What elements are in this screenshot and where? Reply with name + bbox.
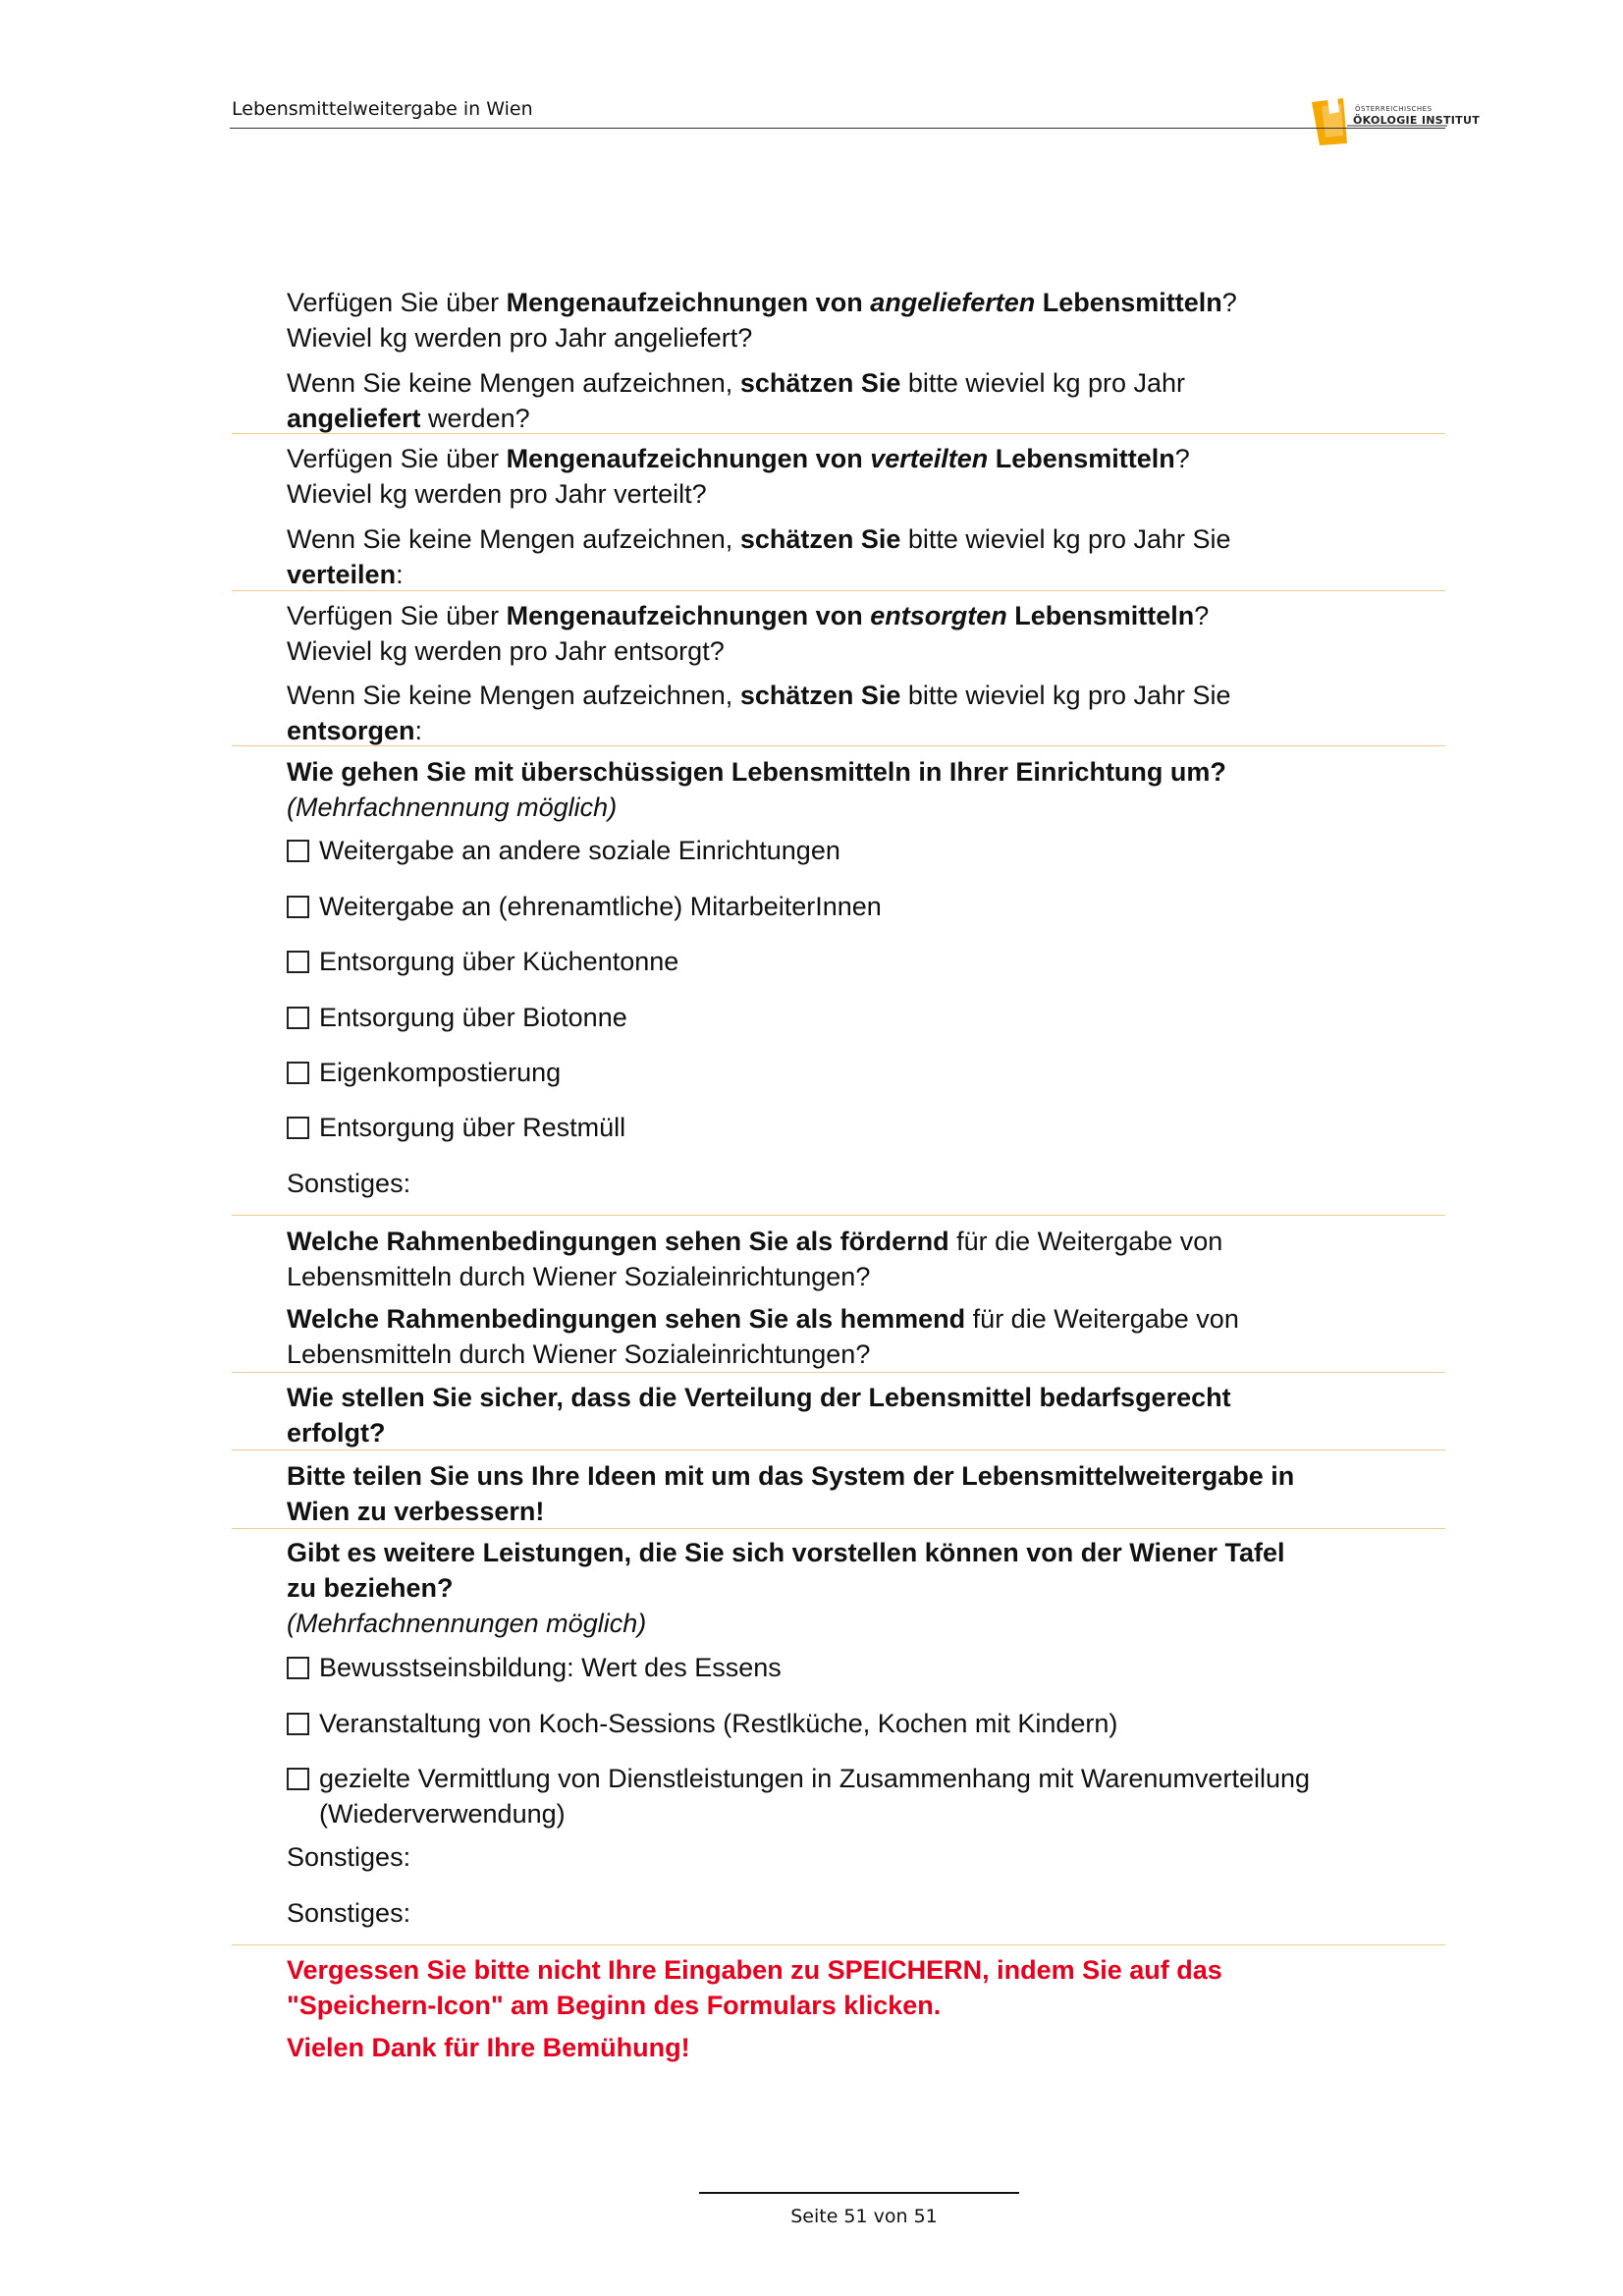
q3-line3: Wenn Sie keine Mengen aufzeichnen, schätzen Sie bitte wieviel kg pro Jahr Sie bbox=[287, 681, 1231, 710]
q3-line1: Verfügen Sie über Mengenaufzeichnungen von entsorgten Lebensmitteln? bbox=[287, 601, 1210, 630]
checkbox[interactable] bbox=[287, 1768, 309, 1790]
checkbox[interactable] bbox=[287, 1657, 309, 1679]
checkbox[interactable] bbox=[287, 1062, 309, 1084]
separator bbox=[232, 590, 1445, 591]
q2-line1: Verfügen Sie über Mengenaufzeichnungen von verteilten Lebensmitteln? bbox=[287, 444, 1190, 473]
q8-note: (Mehrfachnennungen möglich) bbox=[287, 1609, 647, 1638]
q8-other-label-2: Sonstiges: bbox=[287, 1898, 411, 1928]
q8-other-label-1: Sonstiges: bbox=[287, 1842, 411, 1872]
page-number: Seite 51 von 51 bbox=[790, 2206, 938, 2227]
checkbox[interactable] bbox=[287, 1713, 309, 1735]
q1-line3: Wenn Sie keine Mengen aufzeichnen, schätzen Sie bitte wieviel kg pro Jahr bbox=[287, 368, 1186, 398]
separator bbox=[232, 1528, 1445, 1529]
q4-option[interactable]: Weitergabe an andere soziale Einrichtungen bbox=[287, 833, 840, 868]
q2-line2: Wieviel kg werden pro Jahr verteilt? bbox=[287, 479, 707, 509]
q4-option[interactable]: Entsorgung über Küchentonne bbox=[287, 944, 678, 979]
q5-line4: Lebensmitteln durch Wiener Sozialeinrichtungen? bbox=[287, 1339, 871, 1369]
logo-subtitle: ÖSTERREICHISCHES bbox=[1355, 105, 1433, 113]
q8-line1: Gibt es weitere Leistungen, die Sie sich vorstellen können von der Wiener Tafel bbox=[287, 1538, 1285, 1567]
q4-title: Wie gehen Sie mit überschüssigen Lebensmitteln in Ihrer Einrichtung um? bbox=[287, 757, 1226, 787]
q4-note: (Mehrfachnennung möglich) bbox=[287, 793, 618, 822]
document-header-title: Lebensmittelweitergabe in Wien bbox=[232, 98, 533, 120]
q4-option[interactable]: Weitergabe an (ehrenamtliche) MitarbeiterInnen bbox=[287, 889, 882, 924]
checkbox[interactable] bbox=[287, 1117, 309, 1139]
q8-option[interactable]: Veranstaltung von Koch-Sessions (Restlküche, Kochen mit Kindern) bbox=[287, 1706, 1117, 1741]
q6-line1: Wie stellen Sie sicher, dass die Verteilung der Lebensmittel bedarfsgerecht bbox=[287, 1383, 1231, 1412]
q4-option[interactable]: Entsorgung über Biotonne bbox=[287, 1000, 627, 1035]
separator bbox=[232, 1944, 1445, 1945]
q8-line2: zu beziehen? bbox=[287, 1573, 454, 1603]
checkbox[interactable] bbox=[287, 1007, 309, 1029]
separator bbox=[232, 1215, 1445, 1216]
thanks-text: Vielen Dank für Ihre Bemühung! bbox=[287, 2033, 690, 2062]
q2-line3: Wenn Sie keine Mengen aufzeichnen, schätzen Sie bitte wieviel kg pro Jahr Sie bbox=[287, 524, 1231, 554]
checkbox[interactable] bbox=[287, 840, 309, 862]
footer-rule bbox=[699, 2192, 1019, 2194]
q4-other-label: Sonstiges: bbox=[287, 1169, 411, 1198]
q3-line2: Wieviel kg werden pro Jahr entsorgt? bbox=[287, 636, 725, 666]
q7-line1: Bitte teilen Sie uns Ihre Ideen mit um das System der Lebensmittelweitergabe in bbox=[287, 1461, 1295, 1491]
checkbox[interactable] bbox=[287, 896, 309, 918]
q3-line4: entsorgen: bbox=[287, 716, 423, 745]
checkbox[interactable] bbox=[287, 951, 309, 973]
q8-option-continuation: (Wiederverwendung) bbox=[319, 1799, 566, 1829]
q1-line2: Wieviel kg werden pro Jahr angeliefert? bbox=[287, 323, 753, 353]
logo-name: ÖKOLOGIE INSTITUT bbox=[1353, 114, 1481, 127]
q8-option[interactable]: Bewusstseinsbildung: Wert des Essens bbox=[287, 1650, 782, 1685]
save-reminder-line1: Vergessen Sie bitte nicht Ihre Eingaben zu SPEICHERN, indem Sie auf das bbox=[287, 1955, 1222, 1985]
q4-option[interactable]: Eigenkompostierung bbox=[287, 1055, 561, 1090]
q5-line3: Welche Rahmenbedingungen sehen Sie als hemmend für die Weitergabe von bbox=[287, 1304, 1239, 1334]
q2-line4: verteilen: bbox=[287, 560, 404, 589]
q1-line4: angeliefert werden? bbox=[287, 404, 530, 433]
q7-line2: Wien zu verbessern! bbox=[287, 1497, 545, 1526]
q4-option[interactable]: Entsorgung über Restmüll bbox=[287, 1110, 625, 1145]
q6-line2: erfolgt? bbox=[287, 1418, 386, 1448]
q5-line2: Lebensmitteln durch Wiener Sozialeinrichtungen? bbox=[287, 1262, 871, 1291]
save-reminder-line2: "Speichern-Icon" am Beginn des Formulars klicken. bbox=[287, 1991, 942, 2020]
q1-line1: Verfügen Sie über Mengenaufzeichnungen von angelieferten Lebensmitteln? bbox=[287, 288, 1237, 317]
separator bbox=[232, 1449, 1445, 1450]
header-rule bbox=[230, 128, 1445, 129]
q8-option[interactable]: gezielte Vermittlung von Dienstleistungen in Zusammenhang mit Warenumverteilung bbox=[287, 1761, 1310, 1796]
separator bbox=[232, 433, 1445, 434]
separator bbox=[232, 1372, 1445, 1373]
q5-line1: Welche Rahmenbedingungen sehen Sie als fördernd für die Weitergabe von bbox=[287, 1227, 1223, 1256]
separator bbox=[232, 745, 1445, 746]
